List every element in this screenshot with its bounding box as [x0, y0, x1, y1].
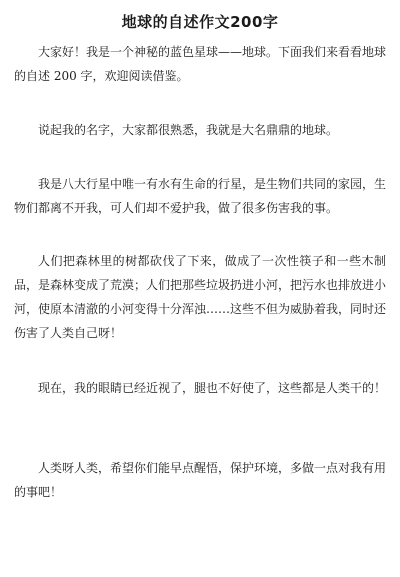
paragraph-appeal: 人类呀人类，希望你们能早点醒悟，保护环境，多做一点对我有用的事吧！ — [14, 461, 387, 499]
essay-title: 地球的自述作文200字 — [121, 13, 279, 31]
paragraph-damage: 人们把森林里的树都砍伐了下来，做成了一次性筷子和一些木制品，是森林变成了荒漠；人们把那些垃圾扔进小河，把污水也排放进小河，使原本清澈的小河变得十分浑浊……这些不但为威胁着我，同时还伤害了人类自己呀！ — [14, 254, 387, 340]
paragraph-name: 说起我的名字，大家都很熟悉，我就是大名鼎鼎的地球。 — [38, 123, 339, 137]
paragraph-intro: 大家好！我是一个神秘的蓝色星球——地球。下面我们来看看地球的自述 200 字，欢迎阅读借鉴。 — [14, 45, 387, 83]
paragraph-planet: 我是八大行星中唯一有水有生命的行星，是生物们共同的家园，生物们都离不开我，可人们却不爱护我，做了很多伤害我的事。 — [14, 177, 387, 215]
paragraph-condition: 现在，我的眼睛已经近视了，腿也不好使了，这些都是人类干的！ — [38, 381, 387, 395]
